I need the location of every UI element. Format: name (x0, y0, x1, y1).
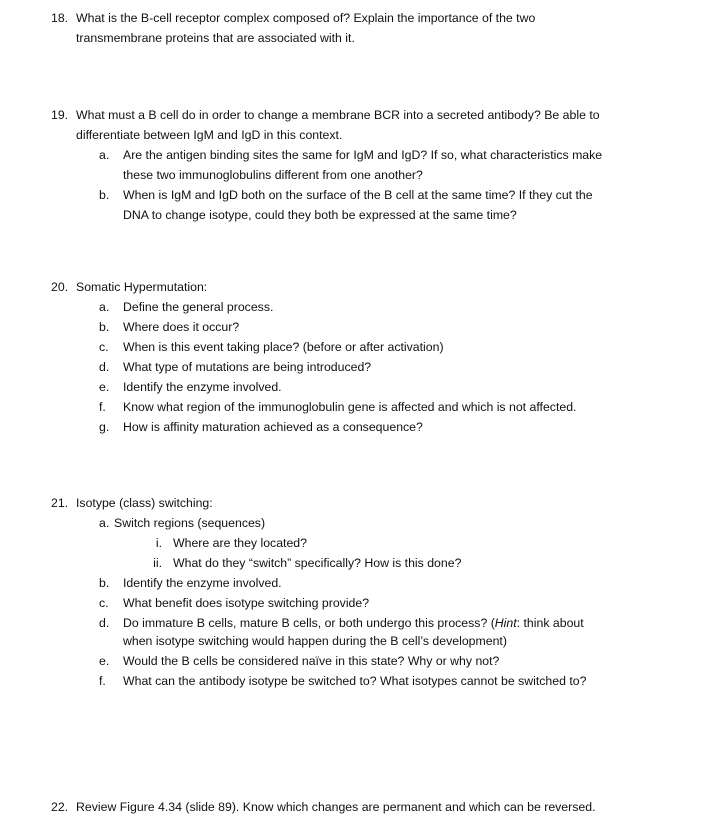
sub-text: What benefit does isotype switching provide? (123, 596, 370, 610)
sub-question-c (51, 337, 671, 357)
question-number: 22. (51, 800, 69, 814)
question-title: Somatic Hypermutation: (76, 280, 208, 294)
roman-item-ii (51, 553, 671, 573)
sub-question-b (51, 317, 671, 337)
sub-text: How is affinity maturation achieved as a consequence? (123, 420, 423, 434)
sub-question-a (51, 513, 671, 533)
sub-text: When is this event taking place? (before or after activation) (123, 340, 444, 354)
sub-question-d (51, 613, 671, 651)
sub-text-line: Are the antigen binding sites the same for IgM and IgD? If so, what characteristics make (123, 148, 603, 162)
sub-marker: f. (99, 674, 106, 688)
question-21 (51, 493, 671, 691)
sub-question-f (51, 397, 671, 417)
sub-question-d (51, 357, 671, 377)
sub-text: Would the B cells be considered naïve in this state? Why or why not? (123, 654, 500, 668)
sub-text-line: When is IgM and IgD both on the surface of the B cell at the same time? If they cut the (123, 188, 593, 202)
sub-marker: c. (99, 596, 109, 610)
sub-marker: e. (99, 654, 110, 668)
roman-text: What do they “switch” specifically? How is this done? (173, 556, 462, 570)
question-text-line: What must a B cell do in order to change a membrane BCR into a secreted antibody? Be able to (76, 108, 600, 122)
sub-text: Define the general process. (123, 300, 274, 314)
question-number: 18. (51, 11, 69, 25)
question-22 (51, 797, 671, 817)
sub-marker: e. (99, 380, 110, 394)
sub-text-line: these two immunoglobulins different from one another? (123, 168, 423, 182)
sub-marker: a. (99, 148, 110, 162)
sub-text: What can the antibody isotype be switched to? What isotypes cannot be switched to? (123, 674, 587, 688)
sub-text-line (123, 613, 584, 633)
sub-text: Know what region of the immunoglobulin gene is affected and which is not affected. (123, 400, 577, 414)
roman-text: Where are they located? (173, 536, 307, 550)
question-number: 19. (51, 108, 69, 122)
question-20 (51, 277, 671, 437)
sub-text: Switch regions (sequences) (114, 516, 266, 530)
question-18 (51, 8, 671, 48)
sub-question-c (51, 593, 671, 613)
sub-question-e (51, 651, 671, 671)
sub-question-b (51, 185, 671, 225)
question-number: 20. (51, 280, 69, 294)
sub-marker: c. (99, 340, 109, 354)
sub-question-f (51, 671, 671, 691)
question-number: 21. (51, 496, 69, 510)
sub-text: Where does it occur? (123, 320, 240, 334)
question-text-line: differentiate between IgM and IgD in this context. (76, 128, 343, 142)
sub-question-g (51, 417, 671, 437)
sub-marker: b. (99, 320, 110, 334)
sub-text: What type of mutations are being introduced? (123, 360, 372, 374)
sub-text-line: when isotype switching would happen during the B cell’s development) (123, 634, 507, 648)
sub-marker: a. (99, 516, 110, 530)
sub-marker: g. (99, 420, 110, 434)
sub-marker: d. (99, 616, 110, 630)
sub-text-line: DNA to change isotype, could they both be expressed at the same time? (123, 208, 517, 222)
roman-item-i (51, 533, 671, 553)
sub-text: Identify the enzyme involved. (123, 380, 282, 394)
sub-text-pre: Do immature B cells, mature B cells, or both undergo this process? ( (123, 616, 495, 630)
question-title: Isotype (class) switching: (76, 496, 213, 510)
roman-marker: i. (155, 536, 162, 550)
sub-text: Identify the enzyme involved. (123, 576, 282, 590)
sub-question-e (51, 377, 671, 397)
sub-marker: b. (99, 188, 110, 202)
question-19 (51, 105, 671, 225)
sub-text-post: : think about (516, 616, 584, 630)
question-text-line: transmembrane proteins that are associated with it. (76, 31, 355, 45)
sub-question-a (51, 297, 671, 317)
sub-marker: a. (99, 300, 110, 314)
sub-marker: b. (99, 576, 110, 590)
hint-label: Hint (494, 616, 517, 630)
sub-question-b (51, 573, 671, 593)
sub-marker: d. (99, 360, 110, 374)
question-text-line: What is the B-cell receptor complex composed of? Explain the importance of the two (76, 11, 536, 25)
sub-marker: f. (99, 400, 106, 414)
roman-marker: ii. (153, 556, 162, 570)
sub-question-a (51, 145, 671, 185)
question-text: Review Figure 4.34 (slide 89). Know which changes are permanent and which can be reversed. (76, 800, 596, 814)
